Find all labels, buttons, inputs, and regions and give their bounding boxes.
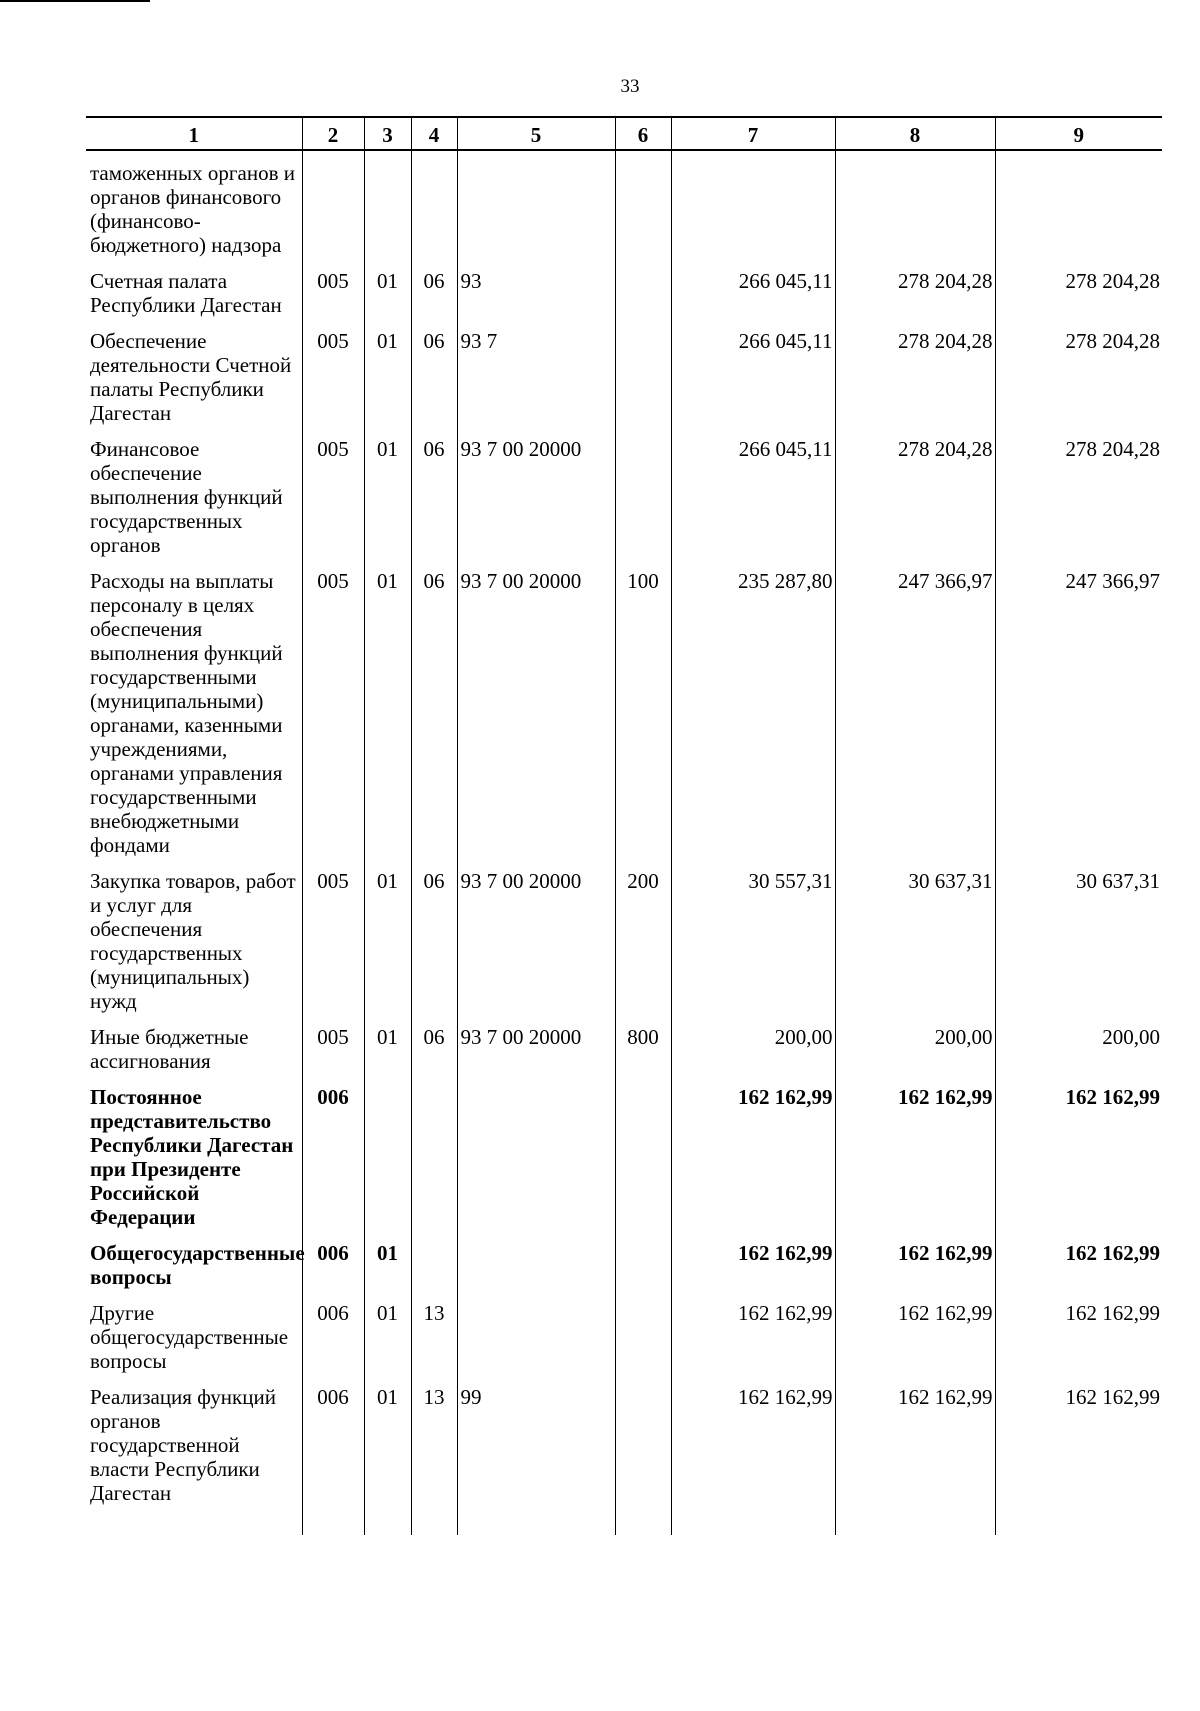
amount-year2-cell: 278 204,28	[835, 269, 995, 329]
expense-type-cell	[615, 150, 671, 269]
row-name-cell: Обеспечение деятельности Счетной палаты Республики Дагестан	[90, 329, 292, 425]
section-code-cell: 01	[364, 1301, 411, 1385]
table-body	[86, 150, 1162, 1535]
expense-type-cell	[615, 1385, 671, 1535]
subsection-code-cell: 06	[411, 869, 457, 1025]
subsection-code-cell: 06	[411, 329, 457, 437]
amount-year3-cell: 278 204,28	[995, 269, 1162, 329]
amount-year1-cell: 266 045,11	[671, 269, 835, 329]
amount-year2-cell	[835, 150, 995, 269]
amount-year2-cell: 247 366,97	[835, 569, 995, 869]
amount-year3-cell: 162 162,99	[995, 1385, 1162, 1535]
row-name-cell: таможенных органов и органов финансового (финансово-бюджетного) надзора	[90, 161, 295, 257]
table-row	[86, 569, 1162, 869]
subsection-code-cell	[411, 150, 457, 269]
table-row	[86, 1241, 1162, 1301]
section-code-cell: 01	[364, 1241, 411, 1301]
amount-year2-cell: 278 204,28	[835, 437, 995, 569]
section-code-cell	[364, 150, 411, 269]
column-header: 7	[671, 117, 835, 150]
ministry-code-cell: 005	[302, 569, 364, 869]
amount-year2-cell: 200,00	[835, 1025, 995, 1085]
column-header: 1	[86, 117, 302, 150]
ministry-code-cell: 006	[302, 1301, 364, 1385]
expense-type-cell: 200	[615, 869, 671, 1025]
row-name-cell: Счетная палата Республики Дагестан	[90, 269, 282, 317]
target-article-cell	[457, 1241, 615, 1301]
table-row	[86, 329, 1162, 437]
amount-year1-cell	[671, 150, 835, 269]
row-name-cell: Иные бюджетные ассигнования	[90, 1025, 249, 1073]
target-article-cell	[457, 1085, 615, 1241]
row-name-cell: Финансовое обеспечение выполнения функций государственных органов	[90, 437, 283, 557]
amount-year1-cell: 162 162,99	[671, 1385, 835, 1535]
row-name-cell: Постоянное представительство Республики Дагестан при Президенте Российской Федерации	[90, 1085, 294, 1229]
ministry-code-cell: 006	[302, 1085, 364, 1241]
column-header: 6	[615, 117, 671, 150]
amount-year1-cell: 266 045,11	[671, 329, 835, 437]
budget-table	[86, 116, 1162, 1535]
amount-year3-cell: 162 162,99	[995, 1241, 1162, 1301]
section-code-cell	[364, 1085, 411, 1241]
target-article-cell: 93 7	[457, 329, 615, 437]
amount-year1-cell: 30 557,31	[671, 869, 835, 1025]
target-article-cell: 99	[457, 1385, 615, 1535]
expense-type-cell	[615, 329, 671, 437]
amount-year2-cell: 162 162,99	[835, 1385, 995, 1535]
subsection-code-cell: 13	[411, 1385, 457, 1535]
subsection-code-cell	[411, 1085, 457, 1241]
amount-year3-cell: 278 204,28	[995, 329, 1162, 437]
top-edge-rule	[0, 0, 150, 2]
amount-year3-cell: 30 637,31	[995, 869, 1162, 1025]
amount-year3-cell: 278 204,28	[995, 437, 1162, 569]
amount-year3-cell: 162 162,99	[995, 1085, 1162, 1241]
ministry-code-cell: 005	[302, 269, 364, 329]
ministry-code-cell: 005	[302, 437, 364, 569]
target-article-cell: 93 7 00 20000	[457, 437, 615, 569]
expense-type-cell: 800	[615, 1025, 671, 1085]
table-row	[86, 1385, 1162, 1535]
expense-type-cell	[615, 1085, 671, 1241]
column-header: 3	[364, 117, 411, 150]
amount-year1-cell: 162 162,99	[671, 1085, 835, 1241]
row-name-cell: Другие общегосударственные вопросы	[90, 1301, 289, 1373]
subsection-code-cell: 06	[411, 569, 457, 869]
section-code-cell: 01	[364, 1385, 411, 1535]
target-article-cell: 93	[457, 269, 615, 329]
amount-year3-cell: 162 162,99	[995, 1301, 1162, 1385]
ministry-code-cell: 005	[302, 869, 364, 1025]
table-row	[86, 1085, 1162, 1241]
target-article-cell: 93 7 00 20000	[457, 869, 615, 1025]
section-code-cell: 01	[364, 269, 411, 329]
target-article-cell: 93 7 00 20000	[457, 569, 615, 869]
expense-type-cell: 100	[615, 569, 671, 869]
amount-year1-cell: 162 162,99	[671, 1301, 835, 1385]
amount-year3-cell	[995, 150, 1162, 269]
ministry-code-cell: 005	[302, 329, 364, 437]
amount-year2-cell: 278 204,28	[835, 329, 995, 437]
section-code-cell: 01	[364, 1025, 411, 1085]
amount-year1-cell: 162 162,99	[671, 1241, 835, 1301]
target-article-cell: 93 7 00 20000	[457, 1025, 615, 1085]
amount-year1-cell: 266 045,11	[671, 437, 835, 569]
page-number: 33	[620, 76, 640, 97]
subsection-code-cell: 06	[411, 1025, 457, 1085]
ministry-code-cell: 006	[302, 1241, 364, 1301]
amount-year3-cell: 247 366,97	[995, 569, 1162, 869]
row-name-cell: Расходы на выплаты персоналу в целях обеспечения выполнения функций государственными (муниципальными) органами, казенными учреждениями, органами управления государственными внебюджетными фондами	[90, 569, 283, 857]
section-code-cell: 01	[364, 869, 411, 1025]
table-row	[86, 150, 1162, 269]
subsection-code-cell	[411, 1241, 457, 1301]
column-header: 8	[835, 117, 995, 150]
target-article-cell	[457, 1301, 615, 1385]
section-code-cell: 01	[364, 437, 411, 569]
amount-year2-cell: 162 162,99	[835, 1085, 995, 1241]
amount-year1-cell: 235 287,80	[671, 569, 835, 869]
amount-year3-cell: 200,00	[995, 1025, 1162, 1085]
amount-year2-cell: 30 637,31	[835, 869, 995, 1025]
section-code-cell: 01	[364, 329, 411, 437]
expense-type-cell	[615, 1301, 671, 1385]
column-header: 2	[302, 117, 364, 150]
row-name-cell: Общегосударственные вопросы	[90, 1241, 305, 1289]
table-row	[86, 1301, 1162, 1385]
table-row	[86, 1025, 1162, 1085]
expense-type-cell	[615, 269, 671, 329]
ministry-code-cell: 006	[302, 1385, 364, 1535]
expense-type-cell	[615, 1241, 671, 1301]
column-header: 9	[995, 117, 1162, 150]
amount-year1-cell: 200,00	[671, 1025, 835, 1085]
target-article-cell	[457, 150, 615, 269]
ministry-code-cell: 005	[302, 1025, 364, 1085]
table-row	[86, 269, 1162, 329]
section-code-cell: 01	[364, 569, 411, 869]
column-header: 5	[457, 117, 615, 150]
subsection-code-cell: 13	[411, 1301, 457, 1385]
expense-type-cell	[615, 437, 671, 569]
ministry-code-cell	[302, 150, 364, 269]
subsection-code-cell: 06	[411, 437, 457, 569]
table-row	[86, 869, 1162, 1025]
amount-year2-cell: 162 162,99	[835, 1301, 995, 1385]
table-header-row	[86, 117, 1162, 150]
row-name-cell: Закупка товаров, работ и услуг для обеспечения государственных (муниципальных) нужд	[90, 869, 296, 1013]
table-row	[86, 437, 1162, 569]
column-header: 4	[411, 117, 457, 150]
amount-year2-cell: 162 162,99	[835, 1241, 995, 1301]
subsection-code-cell: 06	[411, 269, 457, 329]
row-name-cell: Реализация функций органов государственной власти Республики Дагестан	[90, 1385, 276, 1505]
